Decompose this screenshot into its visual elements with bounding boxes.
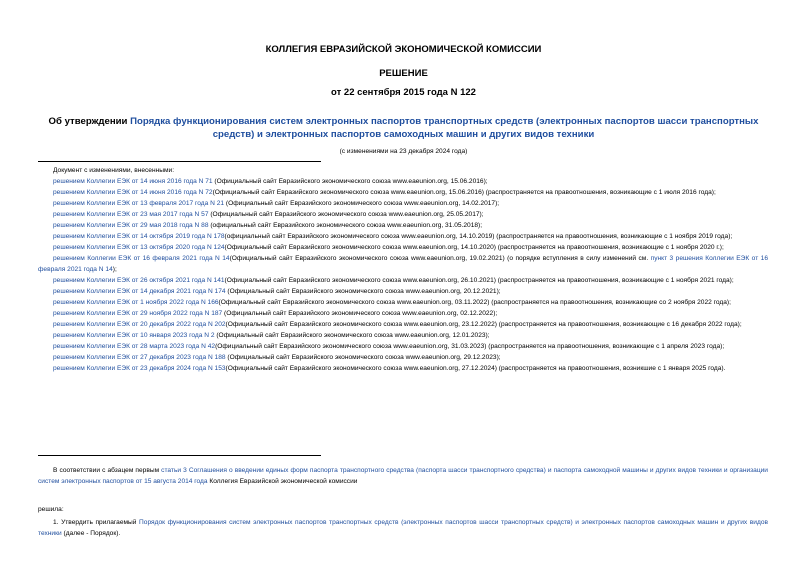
change-link[interactable]: решением Коллегии ЕЭК от 28 марта 2023 года N 42 <box>53 343 216 350</box>
change-link[interactable]: решением Коллегии ЕЭК от 27 декабря 2023 года N 188 <box>53 354 226 361</box>
list-item: решением Коллегии ЕЭК от 13 февраля 2017 года N 21 (Официальный сайт Евразийского экономического союза www.eaeunion.org, 14.02.2017); <box>53 200 500 207</box>
list-item: решением Коллегии ЕЭК от 27 декабря 2023 года N 188 (Официальный сайт Евразийского экономического союза www.eaeunion.org, 29.12.2023); <box>53 354 501 361</box>
change-link[interactable]: решением Коллегии ЕЭК от 23 мая 2017 года N 57 <box>53 211 209 218</box>
preamble-paragraph: В соответствии с абзацем первым статьи 3 Соглашения о введении единых форм паспорта транспортного средства (паспорта шасси транспортного средства) и паспорта самоходной машины и других видов техники и организации систем электронных паспортов от 15 августа 2014 года Коллегия Евразийской экономической комиссии <box>38 467 768 485</box>
change-link[interactable]: решением Коллегии ЕЭК от 14 июня 2016 года N 71 <box>53 178 213 185</box>
resolved-label: решила: <box>38 506 64 513</box>
change-clause-link[interactable]: пункт 3 решения Коллегии ЕЭК от 16 февраля 2021 года N 14 <box>38 255 769 273</box>
procedure-link[interactable]: Порядок функционирования систем электронных паспортов транспортных средств (электронных паспортов шасси транспортных средств) и электронных паспортов самоходных машин и других видов техники <box>38 519 768 537</box>
document-date-number: от 22 сентября 2015 года N 122 <box>331 87 476 98</box>
list-item: решением Коллегии ЕЭК от 28 марта 2023 года N 42(Официальный сайт Евразийского экономического союза www.eaeunion.org, 31.03.2023) (распространяется на правоотношения, возникающие с 1 апреля 2023 года); <box>53 343 725 350</box>
change-link[interactable]: решением Коллегии ЕЭК от 29 ноября 2022 года N 187 <box>53 310 223 317</box>
change-link[interactable]: решением Коллегии ЕЭК от 14 октября 2019 года N 178 <box>53 233 225 240</box>
list-item: решением Коллегии ЕЭК от 10 января 2023 года N 2 (Официальный сайт Евразийского экономического союза www.eaeunion.org, 12.01.2023); <box>53 332 490 339</box>
divider-bottom <box>38 455 321 456</box>
list-item: решением Коллегии ЕЭК от 20 декабря 2022 года N 202(Официальный сайт Евразийского экономического союза www.eaeunion.org, 23.12.2022) (распространяется на правоотношения, возникающие с 16 декабря 2022 года); <box>53 321 742 328</box>
changes-list <box>38 165 768 374</box>
agreement-article-link[interactable]: статьи 3 Соглашения о введении единых форм паспорта транспортного средства (паспорта шасси транспортного средства) и паспорта самоходной машины и других видов техники и организации систем электронных паспортов от 15 августа 2014 года <box>38 467 768 485</box>
organization-heading: КОЛЛЕГИЯ ЕВРАЗИЙСКОЙ ЭКОНОМИЧЕСКОЙ КОМИССИИ <box>265 44 542 55</box>
divider-top <box>38 161 321 162</box>
list-item: решением Коллегии ЕЭК от 14 октября 2019 года N 178(официальный сайт Евразийского экономического союза www.eaeunion.org, 14.10.2019) (распространяется на правоотношения, возникающие с 1 ноября 2019 года); <box>53 233 733 240</box>
list-item: решением Коллегии ЕЭК от 29 ноября 2022 года N 187 (Официальный сайт Евразийского экономического союза www.eaeunion.org, 02.12.2022); <box>53 310 498 317</box>
change-link[interactable]: решением Коллегии ЕЭК от 26 октября 2021 года N 141 <box>53 277 225 284</box>
change-link[interactable]: решением Коллегии ЕЭК от 13 февраля 2017 года N 21 <box>53 200 225 207</box>
change-link[interactable]: решением Коллегии ЕЭК от 16 февраля 2021 года N 14 <box>53 255 230 262</box>
changes-heading: Документ с изменениями, внесенными: <box>53 167 175 174</box>
title-link[interactable]: Порядка функционирования систем электронных паспортов транспортных средств (электронных паспортов шасси транспортных средств) и электронных паспортов самоходных машин и других видов техники <box>130 116 759 140</box>
list-item: решением Коллегии ЕЭК от 14 декабря 2021 года N 174 (Официальный сайт Евразийского экономического союза www.eaeunion.org, 20.12.2021); <box>53 288 501 295</box>
change-link[interactable]: решением Коллегии ЕЭК от 13 октября 2020 года N 124 <box>53 244 225 251</box>
change-link[interactable]: решением Коллегии ЕЭК от 10 января 2023 года N 2 <box>53 332 215 339</box>
list-item: решением Коллегии ЕЭК от 14 июня 2016 года N 72(Официальный сайт Евразийского экономического союза www.eaeunion.org, 15.06.2016) (распространяется на правоотношения, возникающие с 1 июля 2016 года); <box>53 189 716 196</box>
list-item: решением Коллегии ЕЭК от 16 февраля 2021 года N 14(Официальный сайт Евразийского экономического союза www.eaeunion.org, 19.02.2021) (о порядке вступления в силу изменений см. пункт 3 решения Коллегии ЕЭК от 16 февраля 2021 года N 14); <box>38 255 769 273</box>
title-prefix: Об утверждении <box>48 116 131 127</box>
change-link[interactable]: решением Коллегии ЕЭК от 14 декабря 2021 года N 174 <box>53 288 226 295</box>
change-link[interactable]: решением Коллегии ЕЭК от 23 декабря 2024 года N 153 <box>53 365 226 372</box>
change-link[interactable]: решением Коллегии ЕЭК от 20 декабря 2022 года N 202 <box>53 321 226 328</box>
clause-1: 1. Утвердить прилагаемый Порядок функционирования систем электронных паспортов транспортных средств (электронных паспортов шасси транспортных средств) и электронных паспортов самоходных машин и других видов техники (далее - Порядок). <box>38 519 768 537</box>
change-link[interactable]: решением Коллегии ЕЭК от 14 июня 2016 года N 72 <box>53 189 213 196</box>
list-item: решением Коллегии ЕЭК от 13 октября 2020 года N 124(Официальный сайт Евразийского экономического союза www.eaeunion.org, 14.10.2020) (распространяется на правоотношения, возникающие с 1 ноября 2020 г.); <box>53 244 724 251</box>
list-item: решением Коллегии ЕЭК от 1 ноября 2022 года N 166(Официальный сайт Евразийского экономического союза www.eaeunion.org, 03.11.2022) (распространяется на правоотношения, возникающие со 2 ноября 2022 года); <box>53 299 731 306</box>
amendment-note: (с изменениями на 23 декабря 2024 года) <box>339 148 468 155</box>
list-item: решением Коллегии ЕЭК от 23 декабря 2024 года N 153(Официальный сайт Евразийского экономического союза www.eaeunion.org, 27.12.2024) (распространяется на правоотношения, возникшие с 1 января 2025 года). <box>53 365 726 372</box>
list-item: решением Коллегии ЕЭК от 29 мая 2018 года N 88 (официальный сайт Евразийского экономического союза www.eaeunion.org, 31.05.2018); <box>53 222 483 229</box>
document-title <box>40 115 767 141</box>
list-item: решением Коллегии ЕЭК от 23 мая 2017 года N 57 (Официальный сайт Евразийского экономического союза www.eaeunion.org, 25.05.2017); <box>53 211 484 218</box>
change-link[interactable]: решением Коллегии ЕЭК от 29 мая 2018 года N 88 <box>53 222 209 229</box>
document-type-heading: РЕШЕНИЕ <box>379 68 428 79</box>
list-item: решением Коллегии ЕЭК от 14 июня 2016 года N 71 (Официальный сайт Евразийского экономического союза www.eaeunion.org, 15.06.2016); <box>53 178 488 185</box>
change-link[interactable]: решением Коллегии ЕЭК от 1 ноября 2022 года N 166 <box>53 299 219 306</box>
list-item: решением Коллегии ЕЭК от 26 октября 2021 года N 141(Официальный сайт Евразийского экономического союза www.eaeunion.org, 26.10.2021) (распространяется на правоотношения, возникающие с 1 ноября 2021 года); <box>53 277 734 284</box>
